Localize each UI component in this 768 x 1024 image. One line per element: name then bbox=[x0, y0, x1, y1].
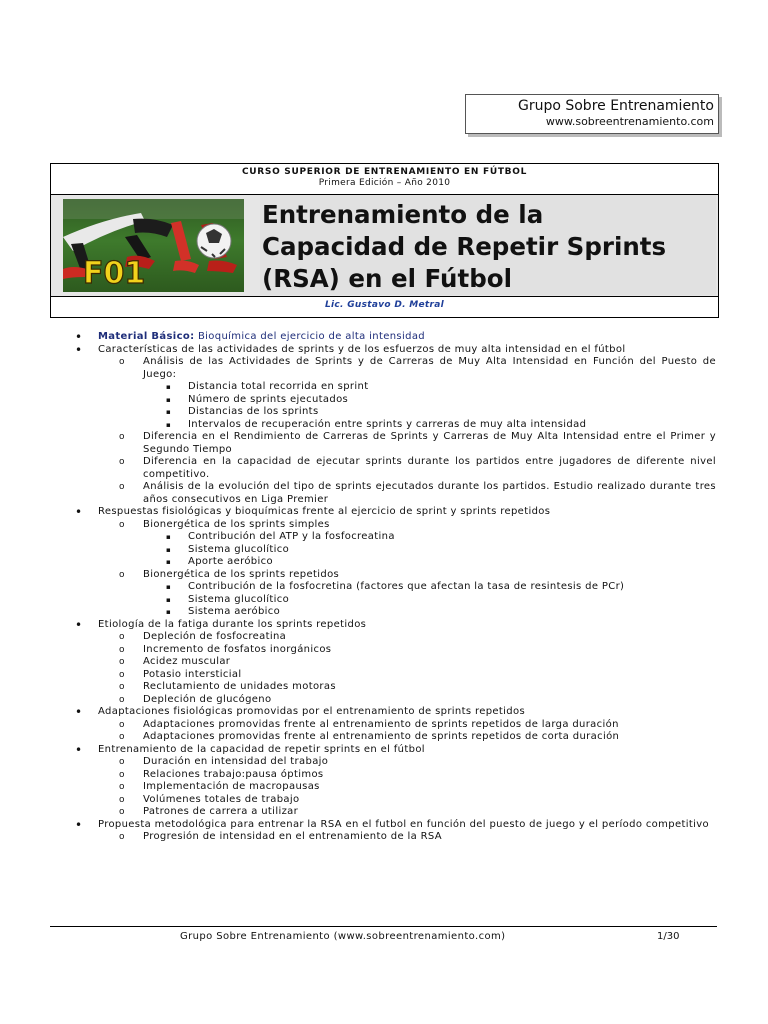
bullet-icon: o bbox=[119, 669, 125, 680]
page-number: 1/30 bbox=[657, 931, 680, 942]
outline-item-level-2 bbox=[60, 694, 716, 707]
bullet-icon: o bbox=[119, 432, 125, 442]
bullet-icon: o bbox=[119, 807, 125, 817]
bullet-icon: o bbox=[119, 657, 125, 667]
bullet-icon: ▪ bbox=[166, 558, 172, 566]
outline-item-level-2 bbox=[60, 519, 716, 532]
cover-photo bbox=[63, 199, 244, 292]
bullet-icon: ▪ bbox=[166, 395, 172, 404]
outline-item-text: Etiología de la fatiga durante los sprints repetidos bbox=[98, 618, 367, 630]
outline-item-text: Relaciones trabajo:pausa óptimos bbox=[143, 768, 324, 780]
outline-item-text: Diferencia en el Rendimiento de Carreras de Sprints y Carreras de Muy Alta Intensidad entre el Primer y Segundo Tiempo bbox=[143, 431, 716, 455]
outline-item-text: Bionergética de los sprints repetidos bbox=[143, 568, 340, 580]
outline-item-text: Bionergética de los sprints simples bbox=[143, 518, 330, 530]
bullet-icon: • bbox=[75, 330, 83, 344]
outline-item-text: Sistema glucolítico bbox=[188, 593, 290, 605]
outline-item-text: Contribución del ATP y la fosfocreatina bbox=[188, 531, 395, 542]
author-name: Lic. Gustavo D. Metral bbox=[325, 300, 444, 310]
bullet-icon: o bbox=[119, 682, 125, 692]
bullet-icon: ▪ bbox=[166, 533, 172, 541]
outline-item-level-1 bbox=[60, 506, 716, 519]
outline-item-level-1 bbox=[60, 706, 716, 719]
bullet-icon: o bbox=[119, 357, 125, 367]
outline-item-level-2 bbox=[60, 481, 716, 506]
edition-label: Primera Edición – Año 2010 bbox=[318, 178, 451, 188]
outline-item-text: Contribución de la fosfocretina (factores que afectan la tasa de resintesis de PCr) bbox=[188, 581, 625, 592]
bullet-icon: • bbox=[75, 617, 83, 632]
outline-item-label: Material Básico: bbox=[98, 331, 195, 342]
bullet-icon: • bbox=[75, 817, 83, 832]
outline-item-level-3 bbox=[60, 606, 716, 619]
bullet-icon: o bbox=[119, 794, 125, 805]
outline-item-level-2 bbox=[60, 356, 716, 381]
course-row bbox=[51, 164, 718, 195]
outline-item-level-3 bbox=[60, 544, 716, 557]
outline-item-text: Progresión de intensidad en el entrenamiento de la RSA bbox=[143, 831, 442, 842]
org-name: Grupo Sobre Entrenamiento bbox=[517, 98, 714, 114]
outline-item-level-1 bbox=[60, 331, 716, 344]
outline-item-text: Duración en intensidad del trabajo bbox=[143, 756, 329, 767]
bullet-icon: • bbox=[75, 742, 83, 757]
bullet-icon: o bbox=[119, 569, 125, 580]
outline-item-text: Adaptaciones promovidas frente al entrenamiento de sprints repetidos de larga duración bbox=[143, 718, 619, 730]
outline-item-level-2 bbox=[60, 831, 716, 844]
outline-item-level-2 bbox=[60, 431, 716, 456]
outline-item-level-2 bbox=[60, 631, 716, 644]
main-title-line-1: Entrenamiento de la bbox=[262, 200, 544, 229]
bullet-icon: ▪ bbox=[166, 420, 172, 429]
outline-item-text: Propuesta metodológica para entrenar la RSA en el futbol en función del puesto de juego y el período competitivo bbox=[98, 818, 709, 830]
outline-item-text: Número de sprints ejecutados bbox=[188, 393, 349, 405]
bullet-icon: o bbox=[119, 457, 125, 467]
outline-item-text: Implementación de macropausas bbox=[143, 781, 320, 792]
outline-item-text: Respuestas fisiológicas y bioquímicas frente al ejercicio de sprint y sprints repetidos bbox=[98, 506, 551, 517]
outline-item-level-2 bbox=[60, 806, 716, 819]
org-header-box bbox=[465, 94, 719, 134]
outline-item-level-1 bbox=[60, 619, 716, 632]
outline-item-text: Volúmenes totales de trabajo bbox=[143, 793, 300, 805]
outline-item-level-3 bbox=[60, 594, 716, 607]
bullet-icon: ▪ bbox=[166, 408, 172, 416]
soccer-photo-illustration bbox=[63, 199, 244, 292]
outline-item-text: Diferencia en la capacidad de ejecutar sprints durante los partidos entre jugadores de diferente nivel competitivo. bbox=[143, 456, 716, 480]
bullet-icon: o bbox=[119, 732, 125, 742]
outline-item-text: Sistema aeróbico bbox=[188, 606, 281, 617]
outline-item-text: Entrenamiento de la capacidad de repetir sprints en el fútbol bbox=[98, 743, 425, 755]
outline-item-text: Distancia total recorrida en sprint bbox=[188, 381, 369, 392]
outline-item-level-1 bbox=[60, 344, 716, 357]
outline-item-text: Características de las actividades de sprints y de los esfuerzos de muy alta intensidad en el fútbol bbox=[98, 343, 626, 355]
course-outline bbox=[60, 331, 716, 844]
f01-label: F01 bbox=[83, 256, 146, 291]
outline-item-level-2 bbox=[60, 769, 716, 782]
outline-item-text: Análisis de la evolución del tipo de sprints ejecutados durante los partidos. Estudio realizado durante tres años consecutivos en Liga Premier bbox=[143, 481, 716, 505]
bullet-icon: o bbox=[119, 719, 125, 730]
bullet-icon: ▪ bbox=[166, 595, 172, 604]
outline-item-text: Depleción de glucógeno bbox=[143, 693, 272, 705]
main-title-box bbox=[260, 195, 716, 295]
bullet-icon: o bbox=[119, 782, 125, 792]
outline-item-text: Adaptaciones fisiológicas promovidas por el entrenamiento de sprints repetidos bbox=[98, 706, 526, 717]
bullet-icon: o bbox=[119, 769, 125, 780]
main-title bbox=[262, 199, 716, 295]
outline-item-level-1 bbox=[60, 819, 716, 832]
bullet-icon: o bbox=[119, 757, 125, 767]
main-title-line-3: (RSA) en el Fútbol bbox=[262, 264, 512, 293]
outline-item-level-2 bbox=[60, 756, 716, 769]
outline-item-text: Depleción de fosfocreatina bbox=[143, 631, 287, 642]
bullet-icon: o bbox=[119, 644, 125, 655]
outline-item-level-2 bbox=[60, 731, 716, 744]
outline-item-level-3 bbox=[60, 556, 716, 569]
outline-item-level-2 bbox=[60, 681, 716, 694]
bullet-icon: • bbox=[75, 705, 83, 719]
outline-item-level-2 bbox=[60, 719, 716, 732]
title-block bbox=[50, 163, 719, 318]
course-title: CURSO SUPERIOR DE ENTRENAMIENTO EN FÚTBOL bbox=[241, 167, 528, 177]
outline-item-level-2 bbox=[60, 656, 716, 669]
footer-text: Grupo Sobre Entrenamiento (www.sobreentrenamiento.com) bbox=[180, 931, 506, 942]
bullet-icon: ▪ bbox=[166, 383, 172, 391]
outline-item-text: Aporte aeróbico bbox=[188, 556, 273, 567]
outline-item-level-3 bbox=[60, 381, 716, 394]
outline-item-text: Sistema glucolítico bbox=[188, 543, 290, 555]
outline-item-level-2 bbox=[60, 456, 716, 481]
bullet-icon: o bbox=[119, 482, 125, 492]
outline-item-text: Bioquímica del ejercicio de alta intensidad bbox=[197, 331, 425, 342]
outline-item-level-2 bbox=[60, 669, 716, 682]
footer-divider bbox=[50, 926, 717, 927]
outline-item-level-2 bbox=[60, 644, 716, 657]
bullet-icon: • bbox=[75, 505, 83, 519]
main-title-line-2: Capacidad de Repetir Sprints bbox=[262, 232, 667, 261]
outline-item-text: Acidez muscular bbox=[143, 656, 231, 667]
outline-item-level-2 bbox=[60, 781, 716, 794]
bullet-icon: o bbox=[119, 694, 125, 705]
title-row bbox=[51, 195, 718, 297]
outline-item-level-3 bbox=[60, 406, 716, 419]
outline-item-level-3 bbox=[60, 581, 716, 594]
outline-item-text: Adaptaciones promovidas frente al entrenamiento de sprints repetidos de corta duración bbox=[143, 731, 620, 742]
bullet-icon: o bbox=[119, 832, 125, 842]
bullet-icon: o bbox=[119, 632, 125, 642]
bullet-icon: o bbox=[119, 519, 125, 530]
outline-item-text: Patrones de carrera a utilizar bbox=[143, 806, 299, 817]
outline-item-text: Distancias de los sprints bbox=[188, 406, 319, 417]
outline-item-text: Análisis de las Actividades de Sprints y de Carreras de Muy Alta Intensidad en Función del Puesto de Juego: bbox=[143, 356, 716, 380]
bullet-icon: ▪ bbox=[166, 583, 172, 591]
outline-item-text: Incremento de fosfatos inorgánicos bbox=[143, 643, 332, 655]
org-url[interactable]: www.sobreentrenamiento.com bbox=[545, 115, 714, 128]
outline-item-level-2 bbox=[60, 569, 716, 582]
outline-item-text: Intervalos de recuperación entre sprints y carreras de muy alta intensidad bbox=[188, 418, 587, 430]
outline-item-level-3 bbox=[60, 419, 716, 432]
outline-item-text: Reclutamiento de unidades motoras bbox=[143, 681, 336, 692]
bullet-icon: ▪ bbox=[166, 608, 172, 616]
outline-item-level-3 bbox=[60, 394, 716, 407]
bullet-icon: ▪ bbox=[166, 545, 172, 554]
outline-item-level-1 bbox=[60, 744, 716, 757]
outline-item-text: Potasio intersticial bbox=[143, 668, 242, 680]
author-row bbox=[51, 297, 718, 317]
bullet-icon: • bbox=[75, 342, 83, 357]
outline-item-level-2 bbox=[60, 794, 716, 807]
outline-item-level-3 bbox=[60, 531, 716, 544]
